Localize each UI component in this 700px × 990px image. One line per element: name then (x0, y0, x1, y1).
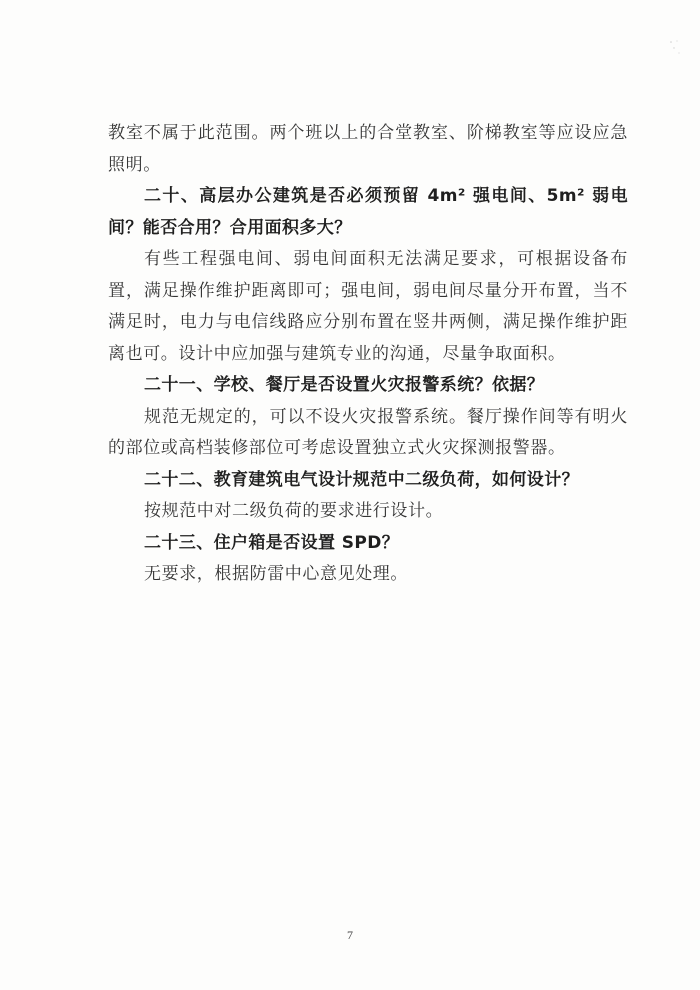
paragraph-continuation: 教室不属于此范围。两个班以上的合堂教室、阶梯教室等应设应急照明。 (108, 123, 628, 175)
question-heading-22: 二十二、教育建筑电气设计规范中二级负荷，如何设计？ (144, 469, 579, 490)
page-number: 7 (347, 928, 353, 942)
answer-paragraph-23: 无要求，根据防雷中心意见处理。 (144, 564, 408, 584)
scan-artifact-icon (668, 38, 682, 58)
question-heading-23: 二十三、住户箱是否设置 SPD？ (144, 532, 400, 553)
question-heading-21: 二十一、学校、餐厅是否设置火灾报警系统？依据？ (144, 375, 545, 395)
answer-paragraph-20: 有些工程强电间、弱电间面积无法满足要求，可根据设备布置，满足操作维护距离即可；强电间，弱电间尽量分开布置，当不满足时，电力与电信线路应分别布置在竖井两侧，满足操作维护距离也可。设计中应加强与建筑专业的沟通，尽量争取面积。 (108, 249, 628, 364)
question-heading-20: 二十、高层办公建筑是否必须预留 4m² 强电间、5m² 弱电间？能否合用？合用面积多大？ (108, 186, 628, 238)
document-body (108, 118, 628, 591)
answer-paragraph-22: 按规范中对二级负荷的要求进行设计。 (144, 501, 444, 521)
answer-paragraph-21: 规范无规定的，可以不设火灾报警系统。餐厅操作间等有明火的部位或高档装修部位可考虑设置独立式火灾探测报警器。 (108, 406, 628, 458)
